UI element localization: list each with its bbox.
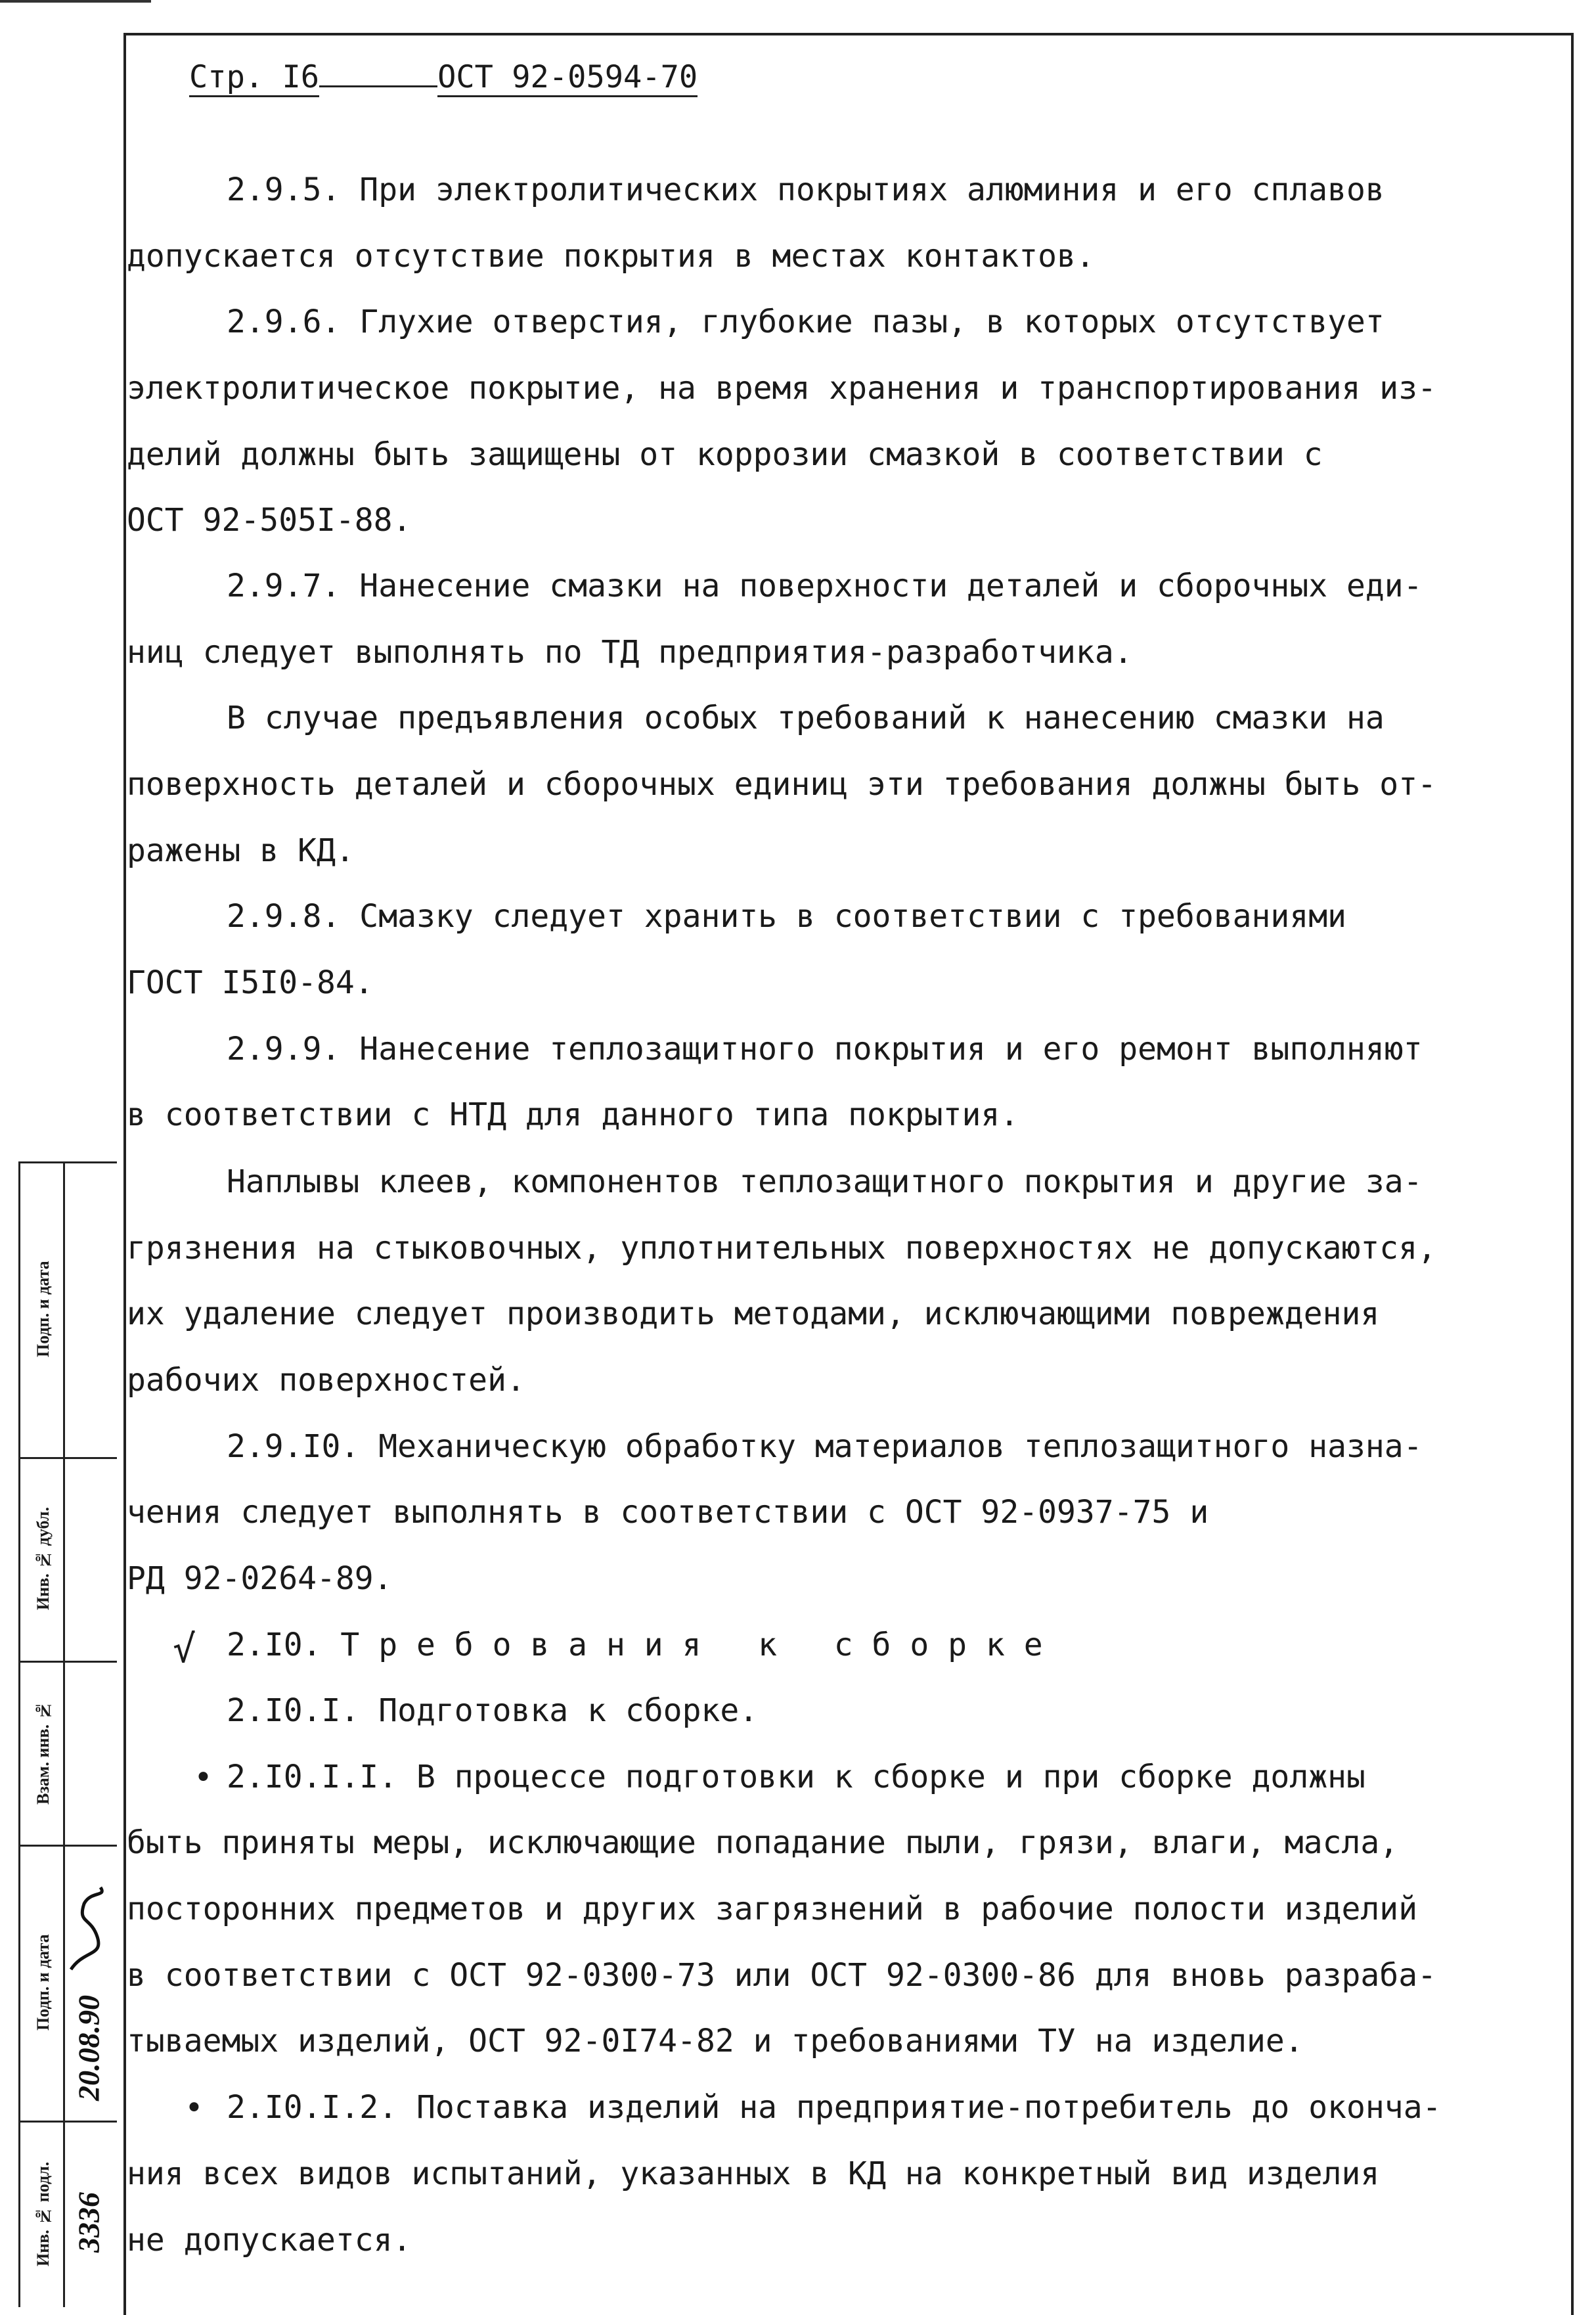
stamp-label-signature-date: Подп. и дата (33, 1261, 53, 1358)
header-underline-gap (319, 85, 437, 87)
check-mark-icon: √ (173, 1627, 196, 1671)
text-line: ражены в КД. (127, 832, 355, 869)
text-line: 2.9.8. Смазку следует хранить в соответствии с требованиями (227, 898, 1347, 935)
text-line: быть приняты меры, исключающие попадание пыли, грязи, влаги, масла, (127, 1824, 1399, 1861)
text-line: РД 92-0264-89. (127, 1560, 393, 1597)
text-line: их удаление следует производить методами, исключающими повреждения (127, 1295, 1380, 1332)
stamp-border (18, 1161, 20, 2307)
text-line: допускается отсутствие покрытия в местах контактов. (127, 238, 1095, 275)
handwritten-inventory-number: 3336 (72, 2192, 106, 2253)
text-line: 2.9.9. Нанесение теплозащитного покрытия и его ремонт выполняют (227, 1031, 1423, 1068)
text-line: 2.9.I0. Механическую обработку материалов теплозащитного назна- (227, 1428, 1423, 1465)
text-line: поверхность деталей и сборочных единиц эти требования должны быть от- (127, 766, 1436, 803)
stamp-label-dup-inventory: Инв. № дубл. (33, 1507, 53, 1611)
text-line: в соответствии с ОСТ 92-0300-73 или ОСТ 92-0300-86 для вновь разраба- (127, 1957, 1436, 1994)
stamp-label-replacement-inventory: Взам. инв. № (33, 1701, 53, 1805)
text-line: не допускается. (127, 2222, 412, 2259)
subsection-heading: 2.I0.I. Подготовка к сборке. (227, 1692, 759, 1729)
margin-stamp (18, 1161, 117, 2307)
text-line: ния всех видов испытаний, указанных в КД на конкретный вид изделия (127, 2155, 1380, 2192)
handwritten-date: 20.08.90 (72, 1995, 106, 2101)
text-line: делий должны быть защищены от коррозии смазкой в соответствии с (127, 436, 1323, 473)
corner-rule (0, 0, 151, 3)
text-line: рабочих поверхностей. (127, 1362, 525, 1399)
text-line: ОСТ 92-505I-88. (127, 502, 412, 539)
text-line: 2.9.7. Нанесение смазки на поверхности деталей и сборочных еди- (227, 568, 1423, 604)
text-line: грязнения на стыковочных, уплотнительных поверхностях не допускаются, (127, 1230, 1436, 1267)
text-line: 2.I0.I.2. Поставка изделий на предприятие-потребитель до оконча- (227, 2089, 1442, 2126)
bullet-dot-icon: • (194, 1759, 213, 1796)
text-line: ГОСТ I5I0-84. (127, 964, 374, 1001)
text-line: тываемых изделий, ОСТ 92-0I74-82 и требованиями ТУ на изделие. (127, 2023, 1304, 2059)
page-header (189, 59, 698, 95)
text-line: посторонних предметов и других загрязнений в рабочие полости изделий (127, 1891, 1418, 1927)
stamp-divider (63, 1161, 65, 2307)
standard-number: ОСТ 92-0594-70 (437, 59, 698, 97)
stamp-label-original-inventory: Инв. № подл. (33, 2161, 53, 2266)
text-line: Наплывы клеев, компонентов теплозащитного покрытия и другие за- (227, 1163, 1423, 1200)
section-heading: 2.I0. Т р е б о в а н и я к с б о р к е (227, 1627, 1043, 1663)
text-line: В случае предъявления особых требований к нанесению смазки на (227, 700, 1385, 736)
text-line: 2.I0.I.I. В процессе подготовки к сборке и при сборке должны (227, 1759, 1365, 1795)
text-line: в соответствии с НТД для данного типа покрытия. (127, 1096, 1019, 1133)
text-line: чения следует выполнять в соответствии с ОСТ 92-0937-75 и (127, 1494, 1209, 1531)
text-line: 2.9.6. Глухие отверстия, глубокие пазы, в которых отсутствует (227, 303, 1385, 340)
stamp-label-signature-date-2: Подп. и дата (33, 1934, 53, 2031)
text-line: электролитическое покрытие, на время хранения и транспортирования из- (127, 370, 1436, 407)
text-line: ниц следует выполнять по ТД предприятия-разработчика. (127, 634, 1133, 671)
signature-scribble (64, 1884, 116, 1976)
text-line: 2.9.5. При электролитических покрытиях алюминия и его сплавов (227, 171, 1385, 208)
page-number: Стр. I6 (189, 59, 319, 97)
bullet-dot-icon: • (185, 2090, 204, 2126)
